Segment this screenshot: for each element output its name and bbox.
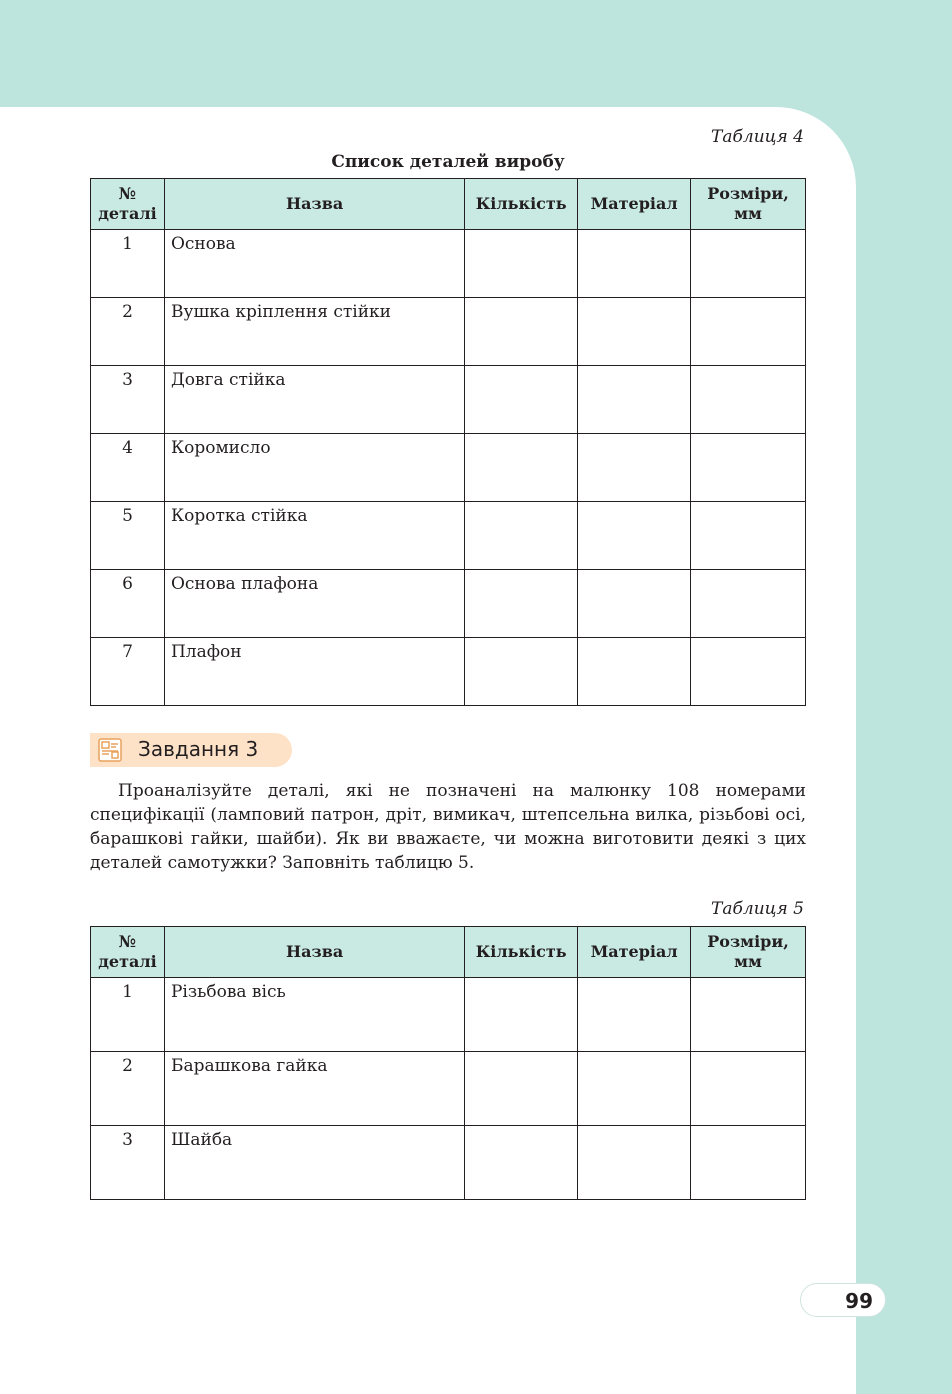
task-title: Завдання 3 xyxy=(138,737,259,761)
row-material-cell[interactable] xyxy=(578,638,691,706)
row-material-cell[interactable] xyxy=(578,1126,691,1200)
row-material-cell[interactable] xyxy=(578,366,691,434)
row-num: 1 xyxy=(91,978,165,1052)
table5-caption: Таблиця 5 xyxy=(711,899,804,919)
table-row xyxy=(91,366,806,434)
row-name: Різьбова вісь xyxy=(164,978,464,1052)
row-qty-cell[interactable] xyxy=(465,1126,578,1200)
row-name: Коромисло xyxy=(164,434,464,502)
row-material-cell[interactable] xyxy=(578,978,691,1052)
row-qty-cell[interactable] xyxy=(465,570,578,638)
row-num: 7 xyxy=(91,638,165,706)
row-qty-cell[interactable] xyxy=(465,978,578,1052)
row-num: 4 xyxy=(91,434,165,502)
row-name: Шайба xyxy=(164,1126,464,1200)
header-material: Матеріал xyxy=(578,927,691,978)
row-size-cell[interactable] xyxy=(691,366,806,434)
table-row xyxy=(91,298,806,366)
row-size-cell[interactable] xyxy=(691,298,806,366)
row-size-cell[interactable] xyxy=(691,1052,806,1126)
row-material-cell[interactable] xyxy=(578,1052,691,1126)
table4-caption: Таблиця 4 xyxy=(711,127,804,147)
row-material-cell[interactable] xyxy=(578,502,691,570)
row-num: 6 xyxy=(91,570,165,638)
top-band xyxy=(0,0,952,107)
row-size-cell[interactable] xyxy=(691,502,806,570)
page-number: 99 xyxy=(845,1289,873,1313)
table-row xyxy=(91,1052,806,1126)
row-qty-cell[interactable] xyxy=(465,434,578,502)
table-row xyxy=(91,230,806,298)
row-qty-cell[interactable] xyxy=(465,638,578,706)
table-row xyxy=(91,570,806,638)
table-row xyxy=(91,502,806,570)
row-num: 5 xyxy=(91,502,165,570)
task-header xyxy=(90,733,292,767)
row-name: Барашкова гайка xyxy=(164,1052,464,1126)
header-name: Назва xyxy=(164,927,464,978)
task-icon xyxy=(98,738,122,762)
table5 xyxy=(90,926,806,1200)
row-size-cell[interactable] xyxy=(691,638,806,706)
row-num: 2 xyxy=(91,298,165,366)
table5-header-row xyxy=(91,927,806,978)
row-name: Основа плафона xyxy=(164,570,464,638)
header-size: Розміри, мм xyxy=(691,179,806,230)
task-text: Проаналізуйте деталі, які не позначені на малюнку 108 номерами специфікації (ламповий патрон, дріт, вимикач, штепсельна вилка, різьбові осі, барашкові гайки, шайби). Як ви вважаєте, чи можна виготовити деякі з цих деталей самотужки? Заповніть таблицю 5. xyxy=(90,781,806,873)
header-qty: Кількість xyxy=(465,927,578,978)
row-name: Основа xyxy=(164,230,464,298)
row-name: Коротка стійка xyxy=(164,502,464,570)
table4-header-row xyxy=(91,179,806,230)
row-size-cell[interactable] xyxy=(691,1126,806,1200)
row-num: 2 xyxy=(91,1052,165,1126)
row-qty-cell[interactable] xyxy=(465,502,578,570)
table-row xyxy=(91,1126,806,1200)
row-qty-cell[interactable] xyxy=(465,230,578,298)
table4 xyxy=(90,178,806,706)
row-num: 1 xyxy=(91,230,165,298)
row-qty-cell[interactable] xyxy=(465,298,578,366)
header-name: Назва xyxy=(164,179,464,230)
table-row xyxy=(91,638,806,706)
row-size-cell[interactable] xyxy=(691,230,806,298)
row-material-cell[interactable] xyxy=(578,230,691,298)
table-row xyxy=(91,978,806,1052)
row-material-cell[interactable] xyxy=(578,434,691,502)
table-row xyxy=(91,434,806,502)
header-num: № деталі xyxy=(91,927,165,978)
header-material: Матеріал xyxy=(578,179,691,230)
row-material-cell[interactable] xyxy=(578,570,691,638)
row-num: 3 xyxy=(91,366,165,434)
row-num: 3 xyxy=(91,1126,165,1200)
header-size: Розміри, мм xyxy=(691,927,806,978)
header-num: № деталі xyxy=(91,179,165,230)
row-size-cell[interactable] xyxy=(691,978,806,1052)
row-name: Вушка кріплення стійки xyxy=(164,298,464,366)
page-number-badge xyxy=(800,1283,886,1317)
table4-title: Список деталей виробу xyxy=(331,152,565,172)
row-qty-cell[interactable] xyxy=(465,366,578,434)
row-material-cell[interactable] xyxy=(578,298,691,366)
row-size-cell[interactable] xyxy=(691,570,806,638)
header-qty: Кількість xyxy=(465,179,578,230)
row-name: Плафон xyxy=(164,638,464,706)
right-band xyxy=(856,0,952,1394)
row-qty-cell[interactable] xyxy=(465,1052,578,1126)
row-name: Довга стійка xyxy=(164,366,464,434)
row-size-cell[interactable] xyxy=(691,434,806,502)
